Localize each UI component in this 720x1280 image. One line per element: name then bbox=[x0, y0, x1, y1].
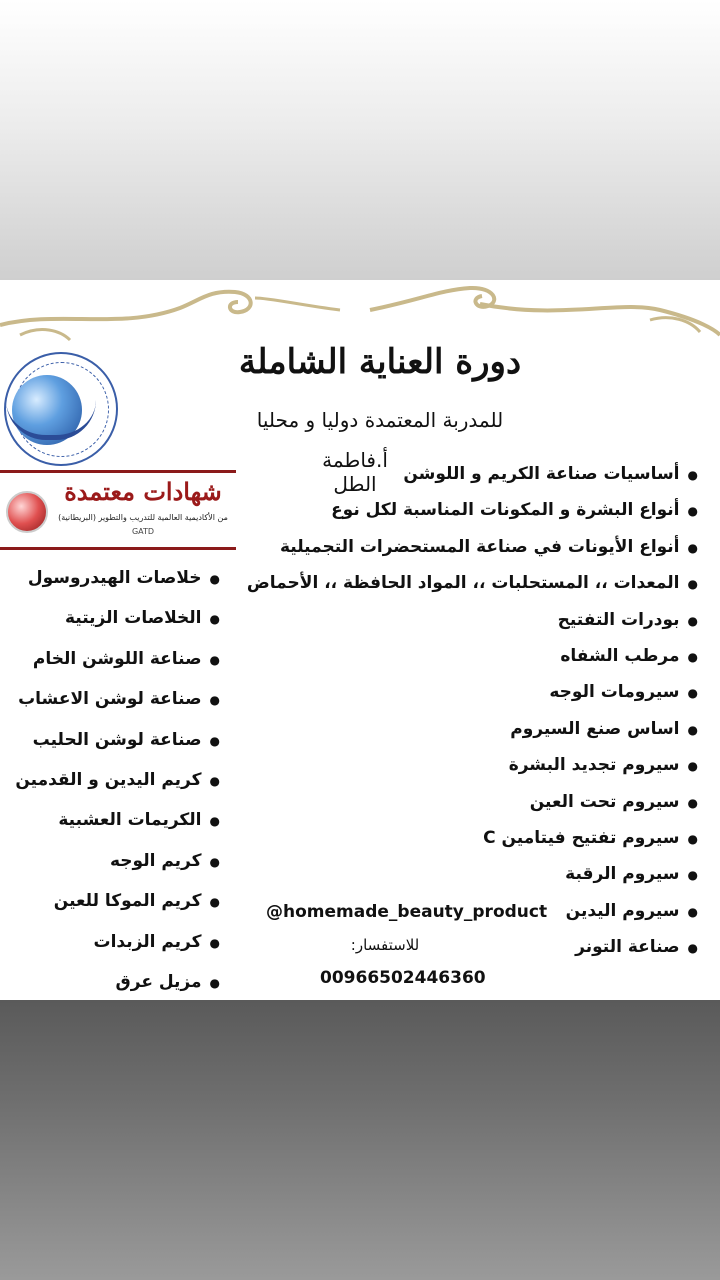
list-item: ● سيروم الرقبة bbox=[228, 864, 698, 884]
gold-ornament-border bbox=[0, 280, 720, 350]
list-item: ● مرطب الشفاه bbox=[228, 646, 698, 666]
list-item: ● أساسيات صناعة الكريم و اللوشن bbox=[228, 464, 698, 484]
course-topics-right bbox=[228, 464, 698, 973]
list-item: ● خلاصات الهيدروسول bbox=[10, 568, 220, 588]
list-item: ● كريم الوجه bbox=[10, 851, 220, 871]
certificate-subtitle: من الأكاديمية العالمية للتدريب والتطوير (البريطانية) bbox=[58, 513, 228, 522]
list-item: ● الخلاصات الزيتية bbox=[10, 608, 220, 628]
list-item: ● المعدات ،، المستحلبات ،، المواد الحافظة ،، الأحماض bbox=[228, 573, 698, 593]
list-item: ● بودرات التفتيح bbox=[228, 610, 698, 630]
list-item: ● سيرومات الوجه bbox=[228, 682, 698, 702]
list-item: ● كريم الموكا للعين bbox=[10, 891, 220, 911]
list-item: ● صناعة لوشن الاعشاب bbox=[10, 689, 220, 709]
list-item: ● سيروم تجديد البشرة bbox=[228, 755, 698, 775]
certificate-title: شهادات معتمدة bbox=[64, 477, 222, 506]
certificate-code: GATD bbox=[131, 527, 155, 536]
course-topics-left bbox=[10, 568, 220, 1000]
list-item: ● صناعة لوشن الحليب bbox=[10, 730, 220, 750]
trainer-name: أ.فاطمة الطل bbox=[322, 448, 388, 496]
list-item: ● سيروم تحت العين bbox=[228, 792, 698, 812]
inquiry-label: للاستفسار: bbox=[350, 936, 420, 954]
phone-number: 00966502446360 bbox=[320, 968, 486, 988]
certificate-badge bbox=[0, 470, 236, 550]
course-subtitle: للمدربة المعتمدة دوليا و محليا bbox=[256, 408, 504, 432]
list-item: ● مزيل عرق bbox=[10, 972, 220, 992]
certificate-seal-icon bbox=[6, 491, 48, 533]
bottom-gradient-background bbox=[0, 1000, 720, 1280]
list-item: ● سيروم تفتيح فيتامين C bbox=[228, 828, 698, 848]
list-item: ● اساس صنع السيروم bbox=[228, 719, 698, 739]
list-item: ● الكريمات العشبية bbox=[10, 810, 220, 830]
course-title: دورة العناية الشاملة bbox=[238, 342, 522, 382]
list-item: ● كريم الزبدات bbox=[10, 932, 220, 952]
academy-logo bbox=[0, 350, 125, 465]
instagram-handle: @homemade_beauty_product bbox=[266, 902, 548, 922]
list-item: ● سيروم اليدين bbox=[228, 901, 698, 921]
course-flyer bbox=[0, 280, 720, 1000]
top-gradient-background bbox=[0, 0, 720, 280]
list-item: ● كريم اليدين و القدمين bbox=[10, 770, 220, 790]
list-item: ● صناعة اللوشن الخام bbox=[10, 649, 220, 669]
list-item: ● أنواع الأيونات في صناعة المستحضرات التجميلية bbox=[228, 537, 698, 557]
list-item: ● أنواع البشرة و المكونات المناسبة لكل نوع bbox=[228, 500, 698, 520]
list-item: ● صناعة التونر bbox=[228, 937, 698, 957]
